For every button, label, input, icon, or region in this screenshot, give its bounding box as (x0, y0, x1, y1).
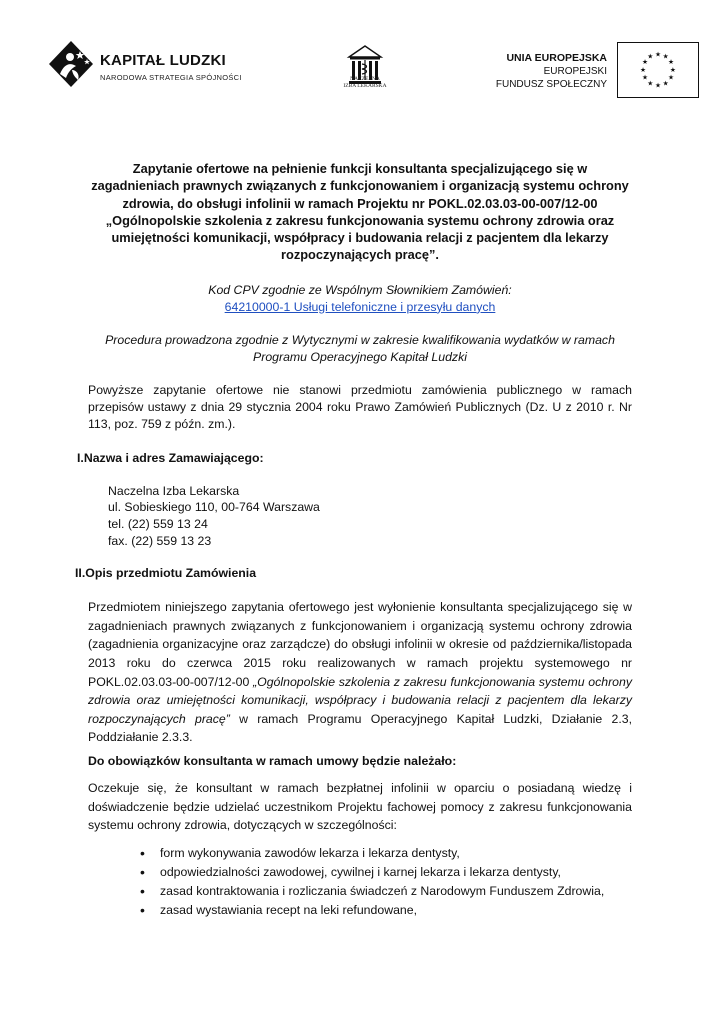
intro-paragraph: Powyższe zapytanie ofertowe nie stanowi przedmiotu zamówienia publicznego w ramach przepisów ustawy z dnia 29 stycznia 2004 roku Prawo Zamówień Publicznych (Dz. U z 2010 r. Nr 113, poz. 759 z późn. zm.). (88, 382, 632, 431)
order-description-part2: w ramach Programu Operacyjnego Kapitał Ludzki, Działanie 2.3, Poddziałanie 2.3.3. (88, 711, 633, 745)
nil-caption-line2: IZBA LEKARSKA (343, 83, 387, 89)
nil-caption-line1: NACZELNA (350, 76, 380, 82)
cpv-label: Kod CPV zgodnie ze Wspólnym Słownikiem Zamówień: (208, 282, 512, 297)
ue-fund-line2: FUNDUSZ SPOŁECZNY (495, 79, 607, 90)
naczelna-izba-lekarska-caption (340, 76, 390, 90)
page-header (0, 30, 725, 100)
duties-intro: Oczekuje się, że konsultant w ramach bezpłatnej infolinii w oparciu o posiadaną wiedzę i doświadczenie będzie udzielać uczestnikom Projektu fachowej pomocy z zakresu funkcjonowania systemu ochrony zdrowia, dotyczących w szczególności: (88, 780, 632, 833)
document-body (75, 160, 633, 920)
address-name: Naczelna Izba Lekarska (108, 483, 240, 498)
svg-text:★: ★ (647, 80, 654, 88)
svg-text:★: ★ (641, 59, 649, 67)
list-item: • odpowiedzialności zawodowej, cywilnej i karnej lekarza i lekarza dentysty, (160, 863, 632, 882)
kapital-ludzki-logo (48, 40, 94, 88)
kapital-ludzki-title: KAPITAŁ LUDZKI (100, 52, 226, 69)
svg-text:★: ★ (669, 66, 676, 74)
order-description (88, 598, 632, 747)
list-item: • zasad kontraktowania i rozliczania świadczeń z Narodowym Funduszem Zdrowia, (160, 882, 632, 901)
list-item: • form wykonywania zawodów lekarza i lekarza dentysty, (160, 844, 632, 863)
svg-text:★: ★ (667, 59, 675, 67)
svg-text:★: ★ (654, 51, 662, 59)
list-item: • zasad wystawiania recept na leki refundowane, (160, 901, 632, 920)
section-2-heading: II.Opis przedmiotu Zamówienia (75, 566, 257, 581)
svg-text:★: ★ (641, 74, 649, 82)
eu-flag-logo (617, 42, 699, 98)
svg-text:★: ★ (640, 66, 647, 74)
duties-heading: Do obowiązków konsultanta w ramach umowy będzie należało: (88, 753, 457, 768)
svg-text:★: ★ (667, 74, 675, 82)
kapital-ludzki-subtitle: NARODOWA STRATEGIA SPÓJNOŚCI (100, 73, 242, 82)
contracting-authority-address (108, 483, 632, 549)
svg-text:★: ★ (654, 82, 662, 90)
address-phone: tel. (22) 559 13 24 (108, 516, 208, 531)
section-1-heading: I.Nazwa i adres Zamawiającego: (77, 450, 264, 465)
svg-text:★: ★ (662, 80, 669, 88)
ue-fund-line1: EUROPEJSKI (543, 66, 607, 77)
address-fax: fax. (22) 559 13 23 (108, 533, 212, 548)
order-description-part1: Przedmiotem niniejszego zapytania ofertowego jest wyłonienie konsultanta specjalizującego się w zagadnieniach prawnych związanych z funkcjonowaniem i organizacją systemu ochrony zdrowia (zagadnienia organizacyjne oraz zarządcze) do obsługi infolinii w okresie od października/listopada 2013 roku do czerwca 2015 roku realizowanych w ramach projektu systemowego nr POKL.02.03.03-00-007/12-00 (88, 600, 632, 689)
project-title-italic: „Ogólnopolskie szkolenia z zakresu funkcjonowania systemu ochrony zdrowia oraz umiejętności komunikacji, współpracy i budowania relacji z pacjentem dla lekarzy rozpoczynających pracę” (88, 674, 633, 726)
address-street: ul. Sobieskiego 110, 00-764 Warszawa (108, 500, 320, 515)
cpv-code-link[interactable]: 64210000-1 Usługi telefoniczne i przesyłu danych (224, 299, 496, 314)
document-title: Zapytanie ofertowe na pełnienie funkcji konsultanta specjalizującego się w zagadnieniach prawnych związanych z funkcjonowaniem i organizacją systemu ochrony zdrowia, do obsługi infolinii w ramach Projektu nr POKL.02.03.03-00-007/12-00 „Ogólnopolskie szkolenia z zakresu funkcjonowania systemu ochrony zdrowia oraz umiejętności komunikacji, współpracy i budowania relacji z pacjentem dla lekarzy rozpoczynających pracę”. (91, 161, 629, 263)
svg-text:★: ★ (647, 53, 654, 61)
duties-list (88, 844, 632, 920)
unia-europejska-title: UNIA EUROPEJSKA (506, 52, 607, 64)
procedure-note: Procedura prowadzona zgodnie z Wytycznymi w zakresie kwalifikowania wydatków w ramach Programu Operacyjnego Kapitał Ludzki (105, 332, 615, 364)
svg-text:★: ★ (662, 53, 669, 61)
